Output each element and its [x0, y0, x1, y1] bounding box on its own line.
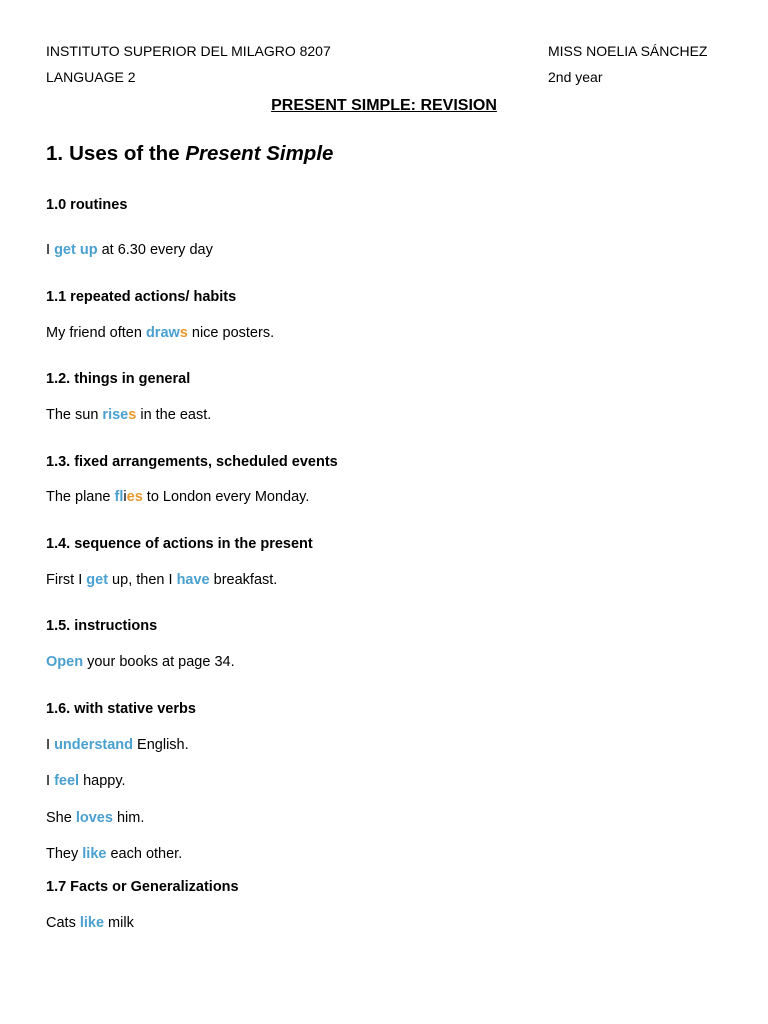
highlighted-verb: fl — [114, 489, 124, 505]
example-sentence — [46, 809, 144, 827]
example-sentence — [46, 914, 134, 932]
sentence-text: him. — [112, 810, 145, 826]
subsection-title: 1.1 repeated actions/ habits — [46, 289, 237, 305]
sentence-text: your books at page 34. — [83, 654, 235, 670]
sentence-text: happy. — [79, 773, 126, 789]
example-sentence — [46, 845, 182, 863]
example-sentence — [46, 772, 126, 790]
institution-name: INSTITUTO SUPERIOR DEL MILAGRO 8207 — [46, 43, 331, 59]
subsection-title: 1.7 Facts or Generalizations — [46, 879, 239, 895]
teacher-name: MISS NOELIA SÁNCHEZ — [548, 43, 708, 59]
verb-ending: s — [179, 325, 188, 341]
example-sentence — [46, 241, 213, 259]
example-sentence — [46, 571, 277, 589]
sentence-text: nice posters. — [187, 325, 275, 341]
subsection-title: 1.0 routines — [46, 197, 128, 213]
subsection-title: 1.5. instructions — [46, 618, 158, 634]
highlighted-verb: get up — [54, 242, 98, 258]
section-heading-text: Uses of the — [69, 142, 186, 165]
section-heading — [46, 141, 333, 167]
sentence-text: Cats — [46, 915, 80, 931]
sentence-text: at 6.30 every day — [97, 242, 213, 258]
sentence-text: i — [123, 489, 127, 505]
sentence-text: First I — [46, 572, 87, 588]
sentence-text: My friend often — [46, 325, 146, 341]
highlighted-verb: understand — [54, 737, 134, 753]
highlighted-verb: get — [86, 572, 109, 588]
example-sentence — [46, 406, 211, 424]
sentence-text: up, then I — [108, 572, 177, 588]
sentence-text: I — [46, 773, 55, 789]
sentence-text: I — [46, 242, 55, 258]
example-sentence — [46, 736, 189, 754]
highlighted-verb: feel — [54, 773, 80, 789]
example-sentence — [46, 653, 235, 671]
subsection-title: 1.6. with stative verbs — [46, 701, 196, 717]
sentence-text: milk — [104, 915, 134, 931]
subsection-title: 1.3. fixed arrangements, scheduled events — [46, 454, 338, 470]
highlighted-verb: loves — [75, 810, 113, 826]
example-sentence — [46, 324, 274, 342]
highlighted-verb: rise — [102, 407, 129, 423]
sentence-text: The sun — [46, 407, 103, 423]
highlighted-verb: like — [82, 846, 107, 862]
subject-name: LANGUAGE 2 — [46, 69, 136, 85]
sentence-text: to London every Monday. — [142, 489, 310, 505]
verb-ending: s — [128, 407, 137, 423]
section-heading-emphasis: Present Simple — [185, 142, 334, 165]
sentence-text: The plane — [46, 489, 115, 505]
document-title: PRESENT SIMPLE: REVISION — [271, 97, 497, 114]
sentence-text: She — [46, 810, 76, 826]
sentence-text: breakfast. — [209, 572, 278, 588]
sentence-text: each other. — [106, 846, 183, 862]
highlighted-verb: draw — [145, 325, 180, 341]
verb-ending: es — [126, 489, 143, 505]
subsection-title: 1.4. sequence of actions in the present — [46, 536, 313, 552]
highlighted-verb: Open — [46, 654, 84, 670]
sentence-text: in the east. — [136, 407, 212, 423]
example-sentence — [46, 488, 309, 506]
course-year: 2nd year — [548, 69, 603, 85]
highlighted-verb: have — [176, 572, 210, 588]
sentence-text: English. — [133, 737, 189, 753]
sentence-text: I — [46, 737, 55, 753]
section-number: 1. — [46, 142, 64, 165]
sentence-text: They — [46, 846, 83, 862]
subsection-title: 1.2. things in general — [46, 371, 191, 387]
highlighted-verb: like — [79, 915, 105, 931]
